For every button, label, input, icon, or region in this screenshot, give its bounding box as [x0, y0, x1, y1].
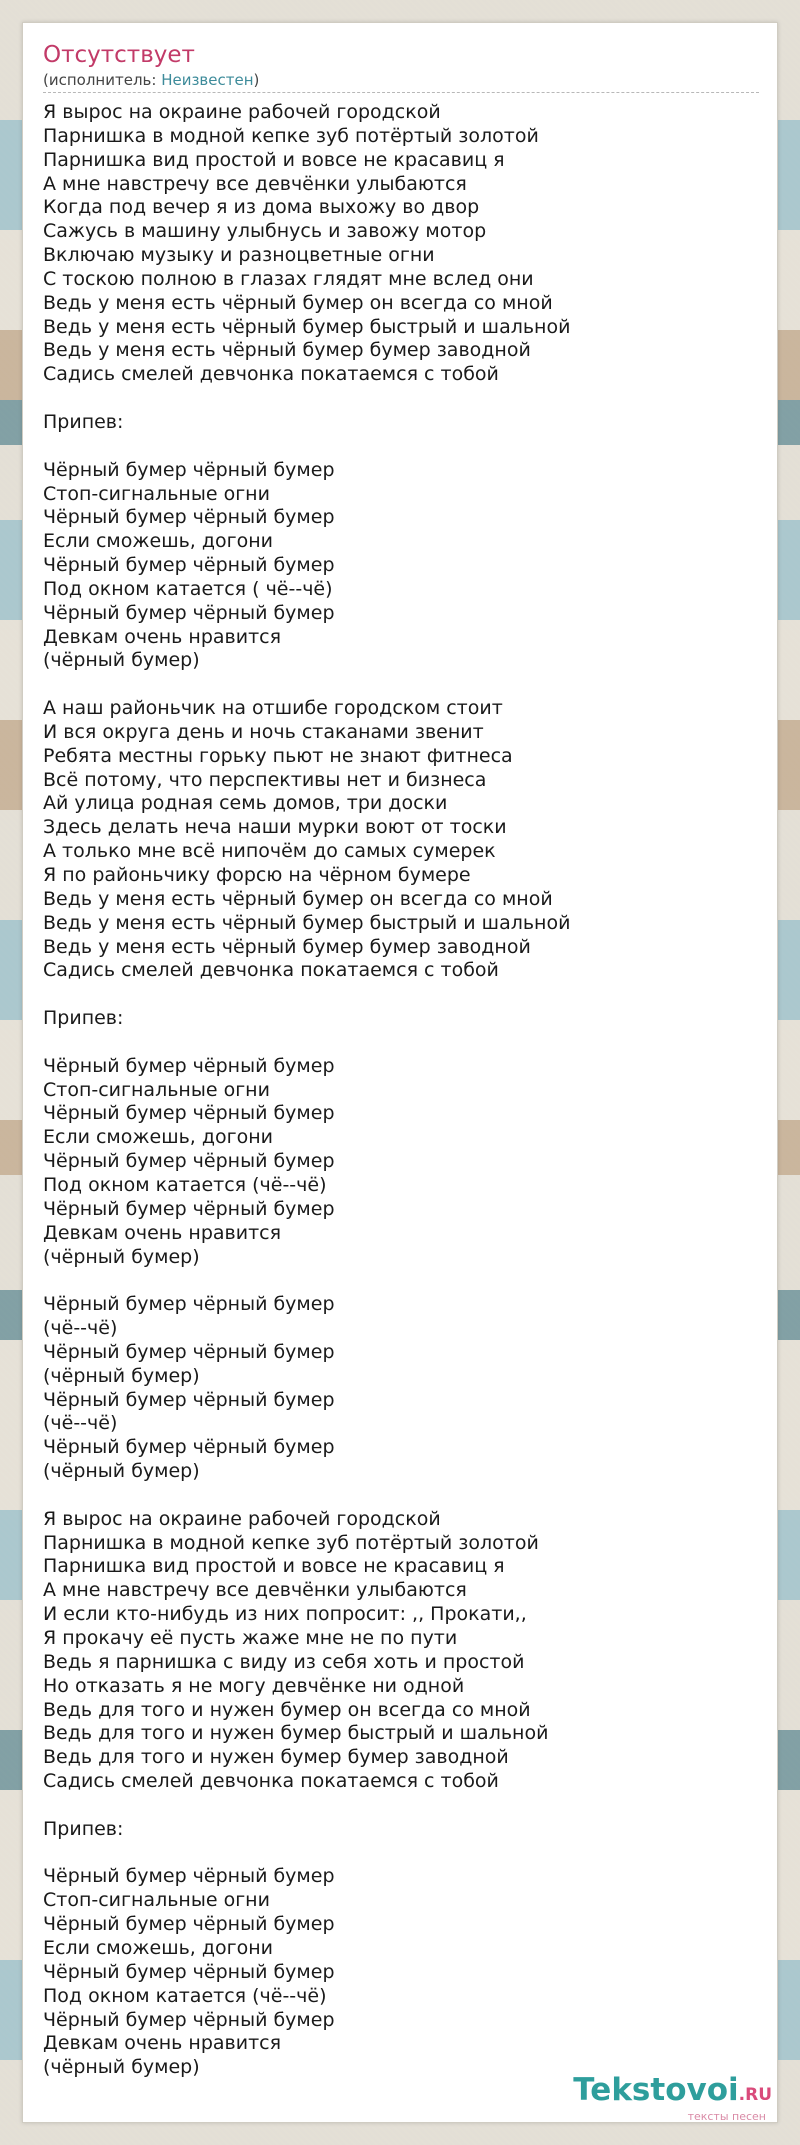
lyric-line: Если сможешь, догони — [43, 530, 273, 553]
song-title: Отсутствует — [43, 42, 195, 68]
lyric-line: Я вырос на окраине рабочей городской — [43, 101, 441, 123]
logo-tagline: тексты песен — [687, 2110, 766, 2123]
lyric-line: Стоп-сигнальные огни — [43, 1078, 270, 1101]
lyric-line: Я прокачу её пусть жаже мне не по пути — [43, 1627, 458, 1649]
lyric-line: Чёрный бумер чёрный бумер — [43, 1913, 335, 1936]
lyric-line: А наш районьчик на отшибе городском стоит — [43, 697, 503, 720]
lyric-line: Парнишка вид простой и вовсе не красавиц я — [43, 1555, 505, 1578]
lyric-line: Парнишка вид простой и вовсе не красавиц я — [43, 148, 505, 171]
logo-tld: .RU — [738, 2085, 772, 2105]
lyric-line: Под окном катается (чё--чё) — [43, 1173, 327, 1196]
artist-link[interactable]: Неизвестен — [161, 71, 254, 89]
lyric-line: Девкам очень нравится — [43, 1221, 282, 1244]
lyric-line: Ребята местны горьку пьют не знают фитнеса — [43, 744, 513, 767]
lyric-line: Припев: — [43, 1817, 124, 1840]
lyric-line: Но отказать я не могу девчёнке ни одной — [43, 1674, 465, 1697]
lyric-line: Чёрный бумер чёрный бумер — [43, 458, 335, 481]
lyric-line: (чёрный бумер) — [43, 1245, 200, 1268]
lyric-line: Здесь делать неча наши мурки воют от тоски — [43, 816, 507, 839]
lyric-line: А мне навстречу все девчёнки улыбаются — [43, 172, 467, 195]
lyric-line: Ведь для того и нужен бумер бумер заводной — [43, 1746, 509, 1769]
lyric-line: Чёрный бумер чёрный бумер — [43, 1102, 335, 1125]
lyric-line: (чёрный бумер) — [43, 2056, 200, 2079]
lyric-line: Стоп-сигнальные огни — [43, 482, 270, 505]
lyric-line: Чёрный бумер чёрный бумер — [43, 2008, 335, 2031]
blank-line — [43, 1484, 759, 1508]
lyric-line: Садись смелей девчонка покатаемся с тобой — [43, 959, 499, 982]
lyric-line: Когда под вечер я из дома выхожу во двор — [43, 196, 480, 219]
lyric-line: Ведь у меня есть чёрный бумер он всегда со мной — [43, 291, 553, 314]
lyric-line: И вся округа день и ночь стаканами звенит — [43, 720, 484, 743]
lyric-line: С тоскою полною в глазах глядят мне вслед они — [43, 267, 534, 290]
lyric-line: Ведь у меня есть чёрный бумер быстрый и шальной — [43, 911, 571, 934]
lyric-line: Если сможешь, догони — [43, 1126, 273, 1149]
lyric-line: Ведь у меня есть чёрный бумер бумер заводной — [43, 339, 531, 362]
lyric-line: Чёрный бумер чёрный бумер — [43, 1388, 335, 1411]
lyric-line: Садись смелей девчонка покатаемся с тобой — [43, 363, 499, 386]
lyric-line: Ведь я парнишка с виду из себя хоть и простой — [43, 1650, 525, 1673]
artist-prefix: (исполнитель: — [43, 71, 162, 89]
lyric-line: Ведь для того и нужен бумер быстрый и шальной — [43, 1722, 549, 1745]
lyric-line: Припев: — [43, 410, 124, 433]
lyric-line: (чёрный бумер) — [43, 649, 200, 672]
lyric-line: (чёрный бумер) — [43, 1364, 200, 1387]
lyric-line: Сажусь в машину улыбнусь и завожу мотор — [43, 220, 487, 243]
lyric-line: Девкам очень нравится — [43, 2032, 282, 2055]
lyric-line: Девкам очень нравится — [43, 625, 282, 648]
lyric-line: Я вырос на окраине рабочей городской — [43, 1507, 441, 1530]
lyric-line: Чёрный бумер чёрный бумер — [43, 1197, 335, 1220]
artist-line — [43, 71, 759, 93]
lyric-line: Припев: — [43, 1007, 124, 1030]
lyrics-text — [43, 101, 759, 2080]
lyric-line: Ведь у меня есть чёрный бумер быстрый и шальной — [43, 315, 571, 338]
lyric-line: (чё--чё) — [43, 1412, 118, 1435]
lyric-line: Садись смелей девчонка покатаемся с тобой — [43, 1770, 499, 1793]
lyric-line: Всё потому, что перспективы нет и бизнеса — [43, 768, 487, 791]
blank-line — [43, 435, 759, 459]
lyric-line: Чёрный бумер чёрный бумер — [43, 1960, 335, 1983]
lyric-line: Чёрный бумер чёрный бумер — [43, 1293, 335, 1316]
lyric-line: (чё--чё) — [43, 1317, 118, 1340]
lyric-line: Ай улица родная семь домов, три доски — [43, 792, 448, 815]
blank-line — [43, 1842, 759, 1866]
lyric-line: Чёрный бумер чёрный бумер — [43, 506, 335, 529]
logo-name: Tekstovoi — [573, 2072, 739, 2108]
blank-line — [43, 673, 759, 697]
site-logo[interactable] — [542, 2074, 772, 2123]
lyric-line: Чёрный бумер чёрный бумер — [43, 1436, 335, 1459]
blank-line — [43, 387, 759, 411]
lyric-line: Парнишка в модной кепке зуб потёртый золотой — [43, 124, 539, 147]
lyric-line: Чёрный бумер чёрный бумер — [43, 1865, 335, 1888]
blank-line — [43, 1031, 759, 1055]
lyric-line: Стоп-сигнальные огни — [43, 1889, 270, 1912]
lyric-line: Чёрный бумер чёрный бумер — [43, 601, 335, 624]
lyric-line: Если сможешь, догони — [43, 1936, 273, 1959]
blank-line — [43, 1269, 759, 1293]
lyric-line: Чёрный бумер чёрный бумер — [43, 1150, 335, 1173]
lyric-line: Ведь для того и нужен бумер он всегда со мной — [43, 1698, 531, 1721]
lyrics-card — [22, 22, 778, 2123]
blank-line — [43, 1794, 759, 1818]
lyric-line: Под окном катается (чё--чё) — [43, 1984, 327, 2007]
lyric-line: Я по районьчику форсю на чёрном бумере — [43, 864, 471, 886]
lyric-line: А только мне всё нипочём до самых сумерек — [43, 840, 496, 863]
lyric-line: (чёрный бумер) — [43, 1460, 200, 1483]
lyric-line: Чёрный бумер чёрный бумер — [43, 1340, 335, 1363]
lyric-line: Чёрный бумер чёрный бумер — [43, 554, 335, 577]
lyric-line: Ведь у меня есть чёрный бумер бумер заводной — [43, 935, 531, 958]
artist-suffix: ) — [253, 71, 260, 89]
lyric-line: И если кто-нибудь из них попросит: ,, Прокати,, — [43, 1603, 527, 1626]
lyric-line: Под окном катается ( чё--чё) — [43, 577, 333, 600]
lyric-line: А мне навстречу все девчёнки улыбаются — [43, 1579, 467, 1602]
lyric-line: Чёрный бумер чёрный бумер — [43, 1054, 335, 1077]
lyric-line: Парнишка в модной кепке зуб потёртый золотой — [43, 1531, 539, 1554]
logo-wordmark — [542, 2074, 772, 2111]
blank-line — [43, 983, 759, 1007]
lyric-line: Ведь у меня есть чёрный бумер он всегда со мной — [43, 887, 553, 910]
lyric-line: Включаю музыку и разноцветные огни — [43, 244, 435, 267]
